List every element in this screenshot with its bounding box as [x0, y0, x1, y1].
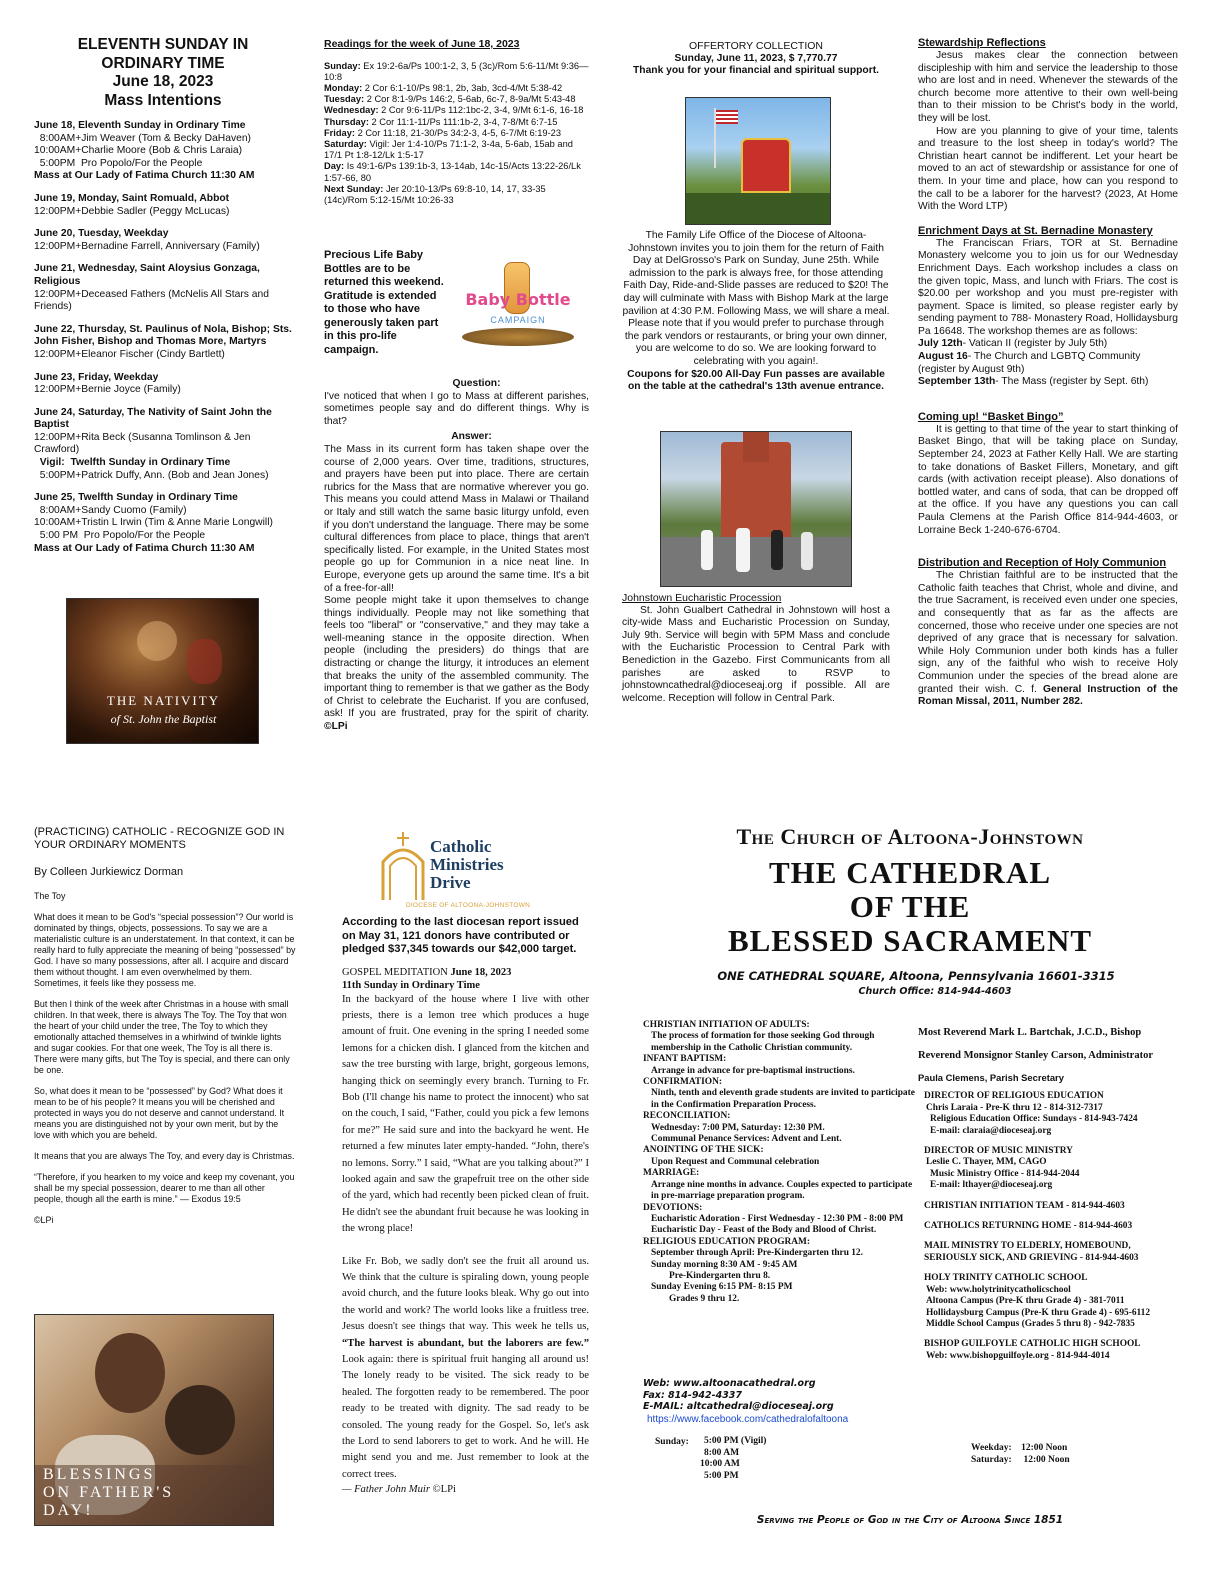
- sacrament-detail: Sunday morning 8:30 AM - 9:45 AM: [651, 1259, 798, 1270]
- article-credit: ©LPi: [34, 1214, 54, 1225]
- sunday-mass-times: [700, 1436, 800, 1482]
- sunday-time: 5:00 PM (Vigil): [704, 1436, 767, 1446]
- mass-entry-head: June 21, Wednesday, Saint Aloysius Gonzaga, Religious: [34, 263, 260, 287]
- enrichment-topic: - The Mass (register by Sept. 6th): [995, 376, 1149, 388]
- reading-text: 2 Cor 9:6-11/Ps 112:1bc-2, 3-4, 9/Mt 6:1-6, 16-18: [378, 105, 584, 116]
- directory-detail: Leslie C. Thayer, MM, CAGO: [926, 1157, 1047, 1168]
- bingo-title: Coming up! “Basket Bingo”: [918, 410, 1064, 423]
- directory-detail: Web: www.bishopguilfoyle.org - 814-944-4014: [926, 1350, 1110, 1361]
- communion-body: The Christian faithful are to be instructed that the Catholic faith teaches that Christ, whole and divine, and the true Sacrament, is received even under one species, and consequently that as far as the affects are concerned, those who receive under one species are not deprived of any grace that is necessary for salvation. While Holy Communion under both kinds has a fuller sign, any of the faithful who wish to receive Holy Communion under the species of the bread alone are granted their wish. C. f.: [918, 570, 1178, 695]
- cmd-logo-line3: Drive: [430, 873, 471, 892]
- faith-day-image: [685, 97, 831, 225]
- reading-text: 2 Cor 8:1-9/Ps 146:2, 5-6ab, 6c-7, 8-9a/Mt 5:43-48: [364, 94, 576, 105]
- gospel-signature: [342, 1483, 589, 1497]
- sunday-time: 5:00 PM: [704, 1470, 739, 1481]
- sacrament-detail: Eucharistic Day - Feast of the Body and Blood of Christ.: [651, 1225, 877, 1236]
- faith-day-section: [622, 230, 890, 394]
- sacrament-detail: September through April: Pre-Kindergarten thru 12.: [651, 1248, 863, 1259]
- reading-row: [324, 94, 589, 105]
- communion-citation: General Instruction of the Roman Missal, 2011, Number 282.: [918, 683, 1178, 708]
- mass-entry-head: June 23, Friday, Weekday: [34, 371, 159, 383]
- gospel-sub: 11th Sunday in Ordinary Time: [342, 979, 480, 991]
- directory-detail: Web: www.holytrinitycatholicschool: [926, 1284, 1071, 1295]
- communion-title: Distribution and Reception of Holy Communion: [918, 557, 1167, 570]
- fathers-day-line2: ON FATHER'S: [43, 1484, 175, 1501]
- nativity-caption-1: THE NATIVITY: [106, 693, 221, 708]
- directory-detail: E-mail: claraia@dioceseaj.org: [930, 1125, 1052, 1136]
- coins-icon: [462, 328, 574, 346]
- mass-entry: [34, 492, 292, 555]
- mass-intention: 5:00PM+Patrick Duffy, Ann. (Bob and Jean Jones): [34, 469, 269, 481]
- flag-icon: [716, 110, 738, 124]
- mass-entry-subhead: Vigil: Twelfth Sunday in Ordinary Time: [34, 457, 231, 469]
- reading-text: 2 Cor 6:1-10/Ps 98:1, 2b, 3ab, 3cd-4/Mt 5:38-42: [362, 83, 563, 93]
- nativity-image: [66, 598, 259, 744]
- gospel-credit: ©LPi: [429, 1484, 456, 1496]
- directory-heading: CATHOLICS RETURNING HOME - 814-944-4603: [924, 1221, 1133, 1232]
- enrichment-date: August 16: [918, 351, 968, 363]
- mass-entry-head: June 20, Tuesday, Weekday: [34, 228, 169, 240]
- reading-row: [324, 117, 589, 128]
- enrichment-date: September 13th: [918, 376, 996, 388]
- question-head: Question:: [452, 378, 501, 389]
- gospel-text-2a: Like Fr. Bob, we sadly don't see the fruit all around us. We think that the culture is spiraling down, young people avoid church, and the future looks bleak. Why go out into the world and work? The world looks like a fruitless tree. Jesus doesn't see things that way. This week he tells us,: [342, 1255, 589, 1333]
- directory-heading: HOLY TRINITY CATHOLIC SCHOOL: [924, 1273, 1088, 1284]
- baby-bottle-logo: [452, 262, 584, 348]
- mass-intentions-column: [34, 36, 292, 555]
- cathedral-title-line: THE CATHEDRAL: [769, 855, 1051, 890]
- church-arch-icon: [378, 832, 428, 902]
- readings-title: Readings for the week of June 18, 2023: [324, 38, 520, 50]
- sunday-label: Sunday:: [655, 1437, 689, 1447]
- sacrament-heading: CHRISTIAN INITIATION OF ADULTS:: [643, 1020, 810, 1030]
- reading-day: Next Sunday:: [324, 183, 384, 194]
- procession-section: [622, 592, 890, 705]
- sacrament-heading: RELIGIOUS EDUCATION PROGRAM:: [643, 1236, 811, 1247]
- church-name: The Church of Altoona-Johnstown: [736, 824, 1084, 849]
- directory-heading: DIRECTOR OF RELIGIOUS EDUCATION: [924, 1091, 1104, 1102]
- offertory-title: OFFERTORY COLLECTION: [688, 40, 823, 52]
- sunday-time: 8:00 AM: [704, 1447, 740, 1458]
- reading-row: [324, 83, 589, 94]
- baby-bottle-logo-line1: Baby Bottle: [465, 290, 571, 309]
- reading-row: [324, 128, 589, 139]
- mass-intention: 10:00AM+Charlie Moore (Bob & Chris Laraia): [34, 145, 243, 157]
- directory-detail: Middle School Campus (Grades 5 thru 8) - 942-7835: [926, 1318, 1135, 1329]
- mass-entry: [34, 324, 292, 362]
- gospel-quote: “The harvest is abundant, but the laborers are few.”: [342, 1337, 589, 1349]
- directory-heading: BISHOP GUILFOYLE CATHOLIC HIGH SCHOOL: [924, 1339, 1141, 1350]
- mass-intention: 8:00AM+Sandy Cuomo (Family): [34, 504, 187, 516]
- enrichment-title: Enrichment Days at St. Bernadine Monastery: [918, 224, 1153, 237]
- sacrament-heading: INFANT BAPTISM:: [643, 1054, 727, 1065]
- reading-day: Thursday:: [324, 116, 369, 127]
- sacrament-detail: Wednesday: 7:00 PM, Saturday: 12:30 PM.: [651, 1122, 825, 1133]
- mass-note: Mass at Our Lady of Fatima Church 11:30 AM: [34, 170, 255, 182]
- readings-list: [324, 61, 589, 207]
- gospel-head-label: GOSPEL MEDITATION: [342, 966, 448, 978]
- title-line: Mass Intentions: [104, 91, 222, 109]
- mass-intentions-list: [34, 120, 292, 555]
- answer-credit: ©LPi: [324, 721, 348, 733]
- reading-text: Is 49:1-6/Ps 139:1b-3, 13-14ab, 14c-15/Acts 13:22-26/Lk 1:57-66, 80: [324, 161, 581, 183]
- reading-day: Saturday:: [324, 139, 367, 150]
- facebook-link[interactable]: https://www.facebook.com/cathedralofaltoona: [647, 1413, 849, 1425]
- reading-row: [324, 61, 589, 83]
- reading-text: 2 Cor 11:1-11/Ps 111:1b-2, 3-4, 7-8/Mt 6:7-15: [368, 116, 558, 127]
- sacrament-heading: MARRIAGE:: [643, 1168, 700, 1179]
- article-subhead: The Toy: [34, 890, 66, 901]
- gospel-text-2b: Look again: there is spiritual fruit hanging all around us! The lonely ready to be visited. The sick ready to be healed. The forgotten ready to be remembered. The poor ready to be treated with dignity. The sad ready to be consoled. The young ready for the Gospel. So, let's ask the Lord to send laborers to get to work. And he will. He might send you and me. Just remember to look at the correct trees.: [342, 1354, 589, 1480]
- directory-detail: Music Ministry Office - 814-944-2044: [930, 1168, 1080, 1179]
- sunday-time: 10:00 AM: [700, 1459, 740, 1469]
- procession-image: [660, 431, 852, 587]
- directory-detail: Religious Education Office: Sundays - 814-943-7424: [930, 1114, 1138, 1125]
- mass-entry: [34, 372, 292, 397]
- answer-text-2-body: Some people might take it upon themselves to change things individually. People may not like something that feels too "liberal" or "conservative," and they may take a well-meaning stance in the opposite direction. When people (including the presiders) do things that are distracting or change the liturgy, it introduces an element that breaks the unity of the assembled community. The important thing to remember is that we gather as the Body of Christ to celebrate the Eucharist. If you are confused, ask! If you are frustrated, pray for the spirit of charity.: [324, 595, 589, 720]
- mass-intention: 12:00PM+Rita Beck (Susanna Tomlinson & Jen Crawford): [34, 431, 254, 456]
- enrichment-item: [918, 376, 1178, 389]
- reading-day: Monday:: [324, 83, 363, 93]
- fathers-day-line3: DAY!: [43, 1502, 94, 1519]
- sacrament-detail: Sunday Evening 6:15 PM- 8:15 PM: [651, 1282, 793, 1293]
- gospel-author: — Father John Muir: [342, 1484, 430, 1496]
- stewardship-text-1: Jesus makes clear the connection between discipleship with him and service the leadership to those who are lost and in need. Whenever the stewards of the church become more attentive to their own well-being than to their mission to be Christ's body in the world, they will be lost.: [918, 50, 1178, 124]
- gospel-text-2: [342, 1254, 589, 1484]
- article-paragraph: “Therefore, if you hearken to my voice and keep my covenant, you shall be my special possession, dearer to me than all other people, though all the earth is mine.” — Exodus 19:5: [34, 1171, 295, 1204]
- baby-bottle-text: Precious Life Baby Bottles are to be returned this weekend. Gratitude is extended to those who have generously taken part in this pro-life campaign.: [324, 249, 444, 356]
- cathedral-title-line: OF THE: [849, 889, 971, 924]
- answer-head: Answer:: [451, 431, 492, 443]
- weekday-mass-time: Weekday: 12:00 Noon: [971, 1443, 1068, 1453]
- title-line: June 18, 2023: [112, 73, 214, 90]
- faith-day-text: The Family Life Office of the Diocese of Altoona-Johnstown invites you to join them for the return of Faith Day at DelGrosso's Park on Sunday, June 25th. While admission to the park is always free, for those attending Faith Day, Ride-and-Slide passes are reduced to $20! The day will culminate with Mass with Bishop Mark at the large pavilion at 4:30 P.M. Following Mass, we will share a meal. Please note that if you would prefer to purchase through the park vendors or restaurants, or bring your own dinner, you are welcome to do so. We are looking forward to celebrating with you again!.: [622, 230, 890, 367]
- mass-intention: 10:00AM+Tristin L Irwin (Tim & Anne Marie Longwill): [34, 517, 273, 529]
- offertory-section: [622, 40, 890, 78]
- enrichment-item: [918, 338, 1178, 351]
- article-paragraph: What does it mean to be God's “special possession”? Our world is dominated by things, objects, possessions. To say we are a materialistic culture is an understatement. In that context, it can be really hard to fully appreciate the meaning of being “possessed” by God. I have so many possessions, after all. I acquire and discard them without thought. I am even overwhelmed by them. Sometimes, it feels like they possess me.: [34, 911, 296, 988]
- mass-intention: 12:00PM+Bernie Joyce (Family): [34, 384, 181, 396]
- title-line: ELEVENTH SUNDAY IN: [77, 36, 249, 53]
- answer-text-1: The Mass in its current form has taken shape over the course of 2,000 years. Over time, traditions, structures, and prayers have been put into place. There are certain rubrics for the Mass that are normative wherever you go. This means you could attend Mass in Malawi or Thailand or Italy and still watch the same basic liturgy unfold, even if you don't understand the language. There may be some cultural differences from place to place, things that aren't specifically listed. For example, in the United States most people go up for Communion in a nice neat line. In Europe, everyone gets up around the same time. It's a bit of a free-for-all!: [324, 443, 589, 594]
- gospel-head: [342, 966, 589, 979]
- reading-text: Ex 19:2-6a/Ps 100:1-2, 3, 5 (3c)/Rom 5:6-11/Mt 9:36—10:8: [324, 60, 589, 82]
- directory-heading: CHRISTIAN INITIATION TEAM - 814-944-4603: [924, 1200, 1125, 1211]
- mass-note: Mass at Our Lady of Fatima Church 11:30 AM: [34, 542, 255, 554]
- mass-entry: [34, 228, 292, 253]
- mass-entry: [34, 263, 292, 313]
- procession-text: St. John Gualbert Cathedral in Johnstown will host a city-wide Mass and Eucharistic Procession on Sunday, July 9th. Service will begin with 5PM Mass and conclude with the Eucharistic Procession to Central Park with Benediction in the Gazebo. First Communicants from all parishes are asked to RSVP to johnstowncathedral@dioceseaj.org if possible. All are welcome. Reception will follow in Central Park.: [622, 604, 890, 704]
- article-title: (PRACTICING) CATHOLIC - RECOGNIZE GOD IN YOUR ORDINARY MOMENTS: [34, 826, 285, 851]
- nativity-caption-2: of St. John the Baptist: [110, 712, 217, 726]
- article-paragraph: It means that you are always The Toy, and every day is Christmas.: [34, 1150, 295, 1161]
- stewardship-title: Stewardship Reflections: [918, 37, 1046, 49]
- readings-column: [324, 38, 589, 206]
- fax: Fax: 814-942-4337: [643, 1389, 743, 1401]
- sacrament-detail: Arrange in advance for pre-baptismal instructions.: [651, 1065, 855, 1076]
- mass-entry-head: June 19, Monday, Saint Romuald, Abbot: [34, 192, 230, 204]
- sacrament-detail: Grades 9 thru 12.: [669, 1293, 740, 1304]
- mass-entry-head: June 22, Thursday, St. Paulinus of Nola, Bishop; Sts. John Fisher, Bishop and Thomas More, Martyrs: [34, 323, 292, 348]
- mass-entry: [34, 120, 292, 183]
- sacrament-detail: Arrange nine months in advance. Couples expected to participate in pre-marriage preparation program.: [651, 1179, 913, 1202]
- enrichment-date: July 12th: [918, 338, 963, 350]
- directory-detail: E-mail: lthayer@dioceseaj.org: [930, 1180, 1053, 1191]
- catholic-ministries-drive-logo: [378, 832, 558, 912]
- directory-detail: Paula Clemens, Parish Secretary: [918, 1072, 1064, 1083]
- staff-directory: [918, 1026, 1180, 1362]
- contact-block: [643, 1378, 913, 1427]
- mass-intention: 5:00 PM Pro Popolo/For the People: [34, 530, 206, 542]
- title-line: ORDINARY TIME: [101, 54, 225, 72]
- article-paragraph: So, what does it mean to be “possessed” by God? What does it mean to be of his people? It means you will be cherished and protected in ways you do not deserve and cannot understand. It means you are distinguished not by your own merit, but by the love with which you are beheld.: [34, 1085, 285, 1140]
- mass-intention: 12:00PM+Bernadine Farrell, Anniversary (Family): [34, 240, 260, 252]
- enrichment-list: [918, 338, 1178, 388]
- mass-intention: 8:00AM+Jim Weaver (Tom & Becky DaHaven): [34, 132, 251, 144]
- reading-text: Vigil: Jer 1:4-10/Ps 71:1-2, 3-4a, 5-6ab, 15ab and 17/1 Pt 1:8-12/Lk 1:5-17: [324, 139, 573, 161]
- mass-intention: 12:00PM+Debbie Sadler (Peggy McLucas): [34, 205, 230, 217]
- sacrament-detail: Eucharistic Adoration - First Wednesday - 12:30 PM - 8:00 PM: [651, 1213, 904, 1224]
- mass-entry: [34, 193, 292, 218]
- sacrament-heading: ANOINTING OF THE SICK:: [643, 1145, 764, 1156]
- procession-title: Johnstown Eucharistic Procession: [622, 592, 782, 604]
- sacrament-heading: CONFIRMATION:: [643, 1077, 722, 1088]
- reading-day: Wednesday:: [324, 105, 379, 116]
- mass-intention: 12:00PM+Deceased Fathers (McNelis All Stars and Friends): [34, 288, 272, 313]
- cathedral-title: [640, 856, 1180, 958]
- reading-day: Day:: [324, 161, 345, 172]
- offertory-amount: Sunday, June 11, 2023, $ 7,770.77: [674, 52, 838, 64]
- directory-detail: Most Reverend Mark L. Bartchak, J.C.D., Bishop: [918, 1027, 1142, 1038]
- mass-intention: 5:00PM Pro Popolo/For the People: [34, 157, 203, 169]
- mass-entry: [34, 407, 292, 483]
- reading-row: [324, 161, 589, 183]
- sacrament-detail: The process of formation for those seeking God through membership in the Catholic Christian community.: [651, 1031, 875, 1053]
- reading-text: Jer 20:10-13/Ps 69:8-10, 14, 17, 33-35 (14c)/Rom 5:12-15/Mt 10:26-33: [324, 183, 546, 206]
- cmd-logo-line2: Ministries: [430, 855, 504, 874]
- reading-day: Tuesday:: [324, 94, 365, 105]
- article-paragraph: But then I think of the week after Christmas in a house with small children. In that week, there is always The Toy. The Toy that won the heart of your child under the tree, The Toy to which they emotionally attached themselves in a whirlwind of twinkle lights and sugar cookies. For that one week, The Toy is all there is. There were many gifts, but The Toy is special, and there can only be one.: [34, 998, 290, 1075]
- email[interactable]: E-MAIL: altcathedral@dioceseaj.org: [643, 1401, 834, 1412]
- sacraments-list: [643, 1020, 921, 1305]
- cathedral-title-line: BLESSED SACRAMENT: [727, 923, 1093, 958]
- article-body: [34, 912, 296, 1205]
- mass-entry-head: June 18, Eleventh Sunday in Ordinary Time: [34, 120, 246, 131]
- directory-heading: DIRECTOR OF MUSIC MINISTRY: [924, 1146, 1073, 1157]
- gospel-column: [342, 916, 589, 1497]
- cmd-logo-line1: Catholic: [430, 837, 492, 856]
- right-column: [918, 37, 1178, 709]
- bingo-text: It is getting to that time of the year to start thinking of Basket Bingo, that will be taking place on Sunday, September 24, 2023 at Father Kelly Hall. We are starting to take donations of Basket Fillers, Monetary, and gift cards (with activation receipt please). Also donations of bottled water, and cans of soda, that can be dropped off at the office. If you have any questions you can call Paula Clemens at the Parish Office 814-944-4603, or Lorraine Beck 1-240-676-6704.: [918, 423, 1178, 536]
- mass-entry-head: June 24, Saturday, The Nativity of Saint John the Baptist: [34, 406, 272, 431]
- article-author: By Colleen Jurkiewicz Dorman: [34, 866, 184, 878]
- saturday-mass-time: Saturday: 12:00 Noon: [971, 1455, 1070, 1465]
- reading-day: Sunday:: [324, 60, 361, 71]
- sacrament-detail: Pre-Kindergarten thru 8.: [669, 1270, 771, 1281]
- directory-detail: Altoona Campus (Pre-K thru Grade 4) - 381-7011: [926, 1296, 1125, 1307]
- mass-entry-head: June 25, Twelfth Sunday in Ordinary Time: [34, 492, 238, 504]
- reading-row: [324, 105, 589, 116]
- baby-bottle-logo-line2: CAMPAIGN: [490, 315, 546, 325]
- reading-text: 2 Cor 11:18, 21-30/Ps 34:2-3, 4-5, 6-7/Mt 6:19-23: [355, 127, 562, 138]
- sacrament-detail: Upon Request and Communal celebration: [651, 1156, 820, 1167]
- gospel-text-1: In the backyard of the house where I live with other priests, there is a lemon tree which produces a huge amount of fruit. One evening in the spring I needed some lemons for a chicken dish. I glanced from the kitchen and saw the tree bursting with large, bright, gorgeous lemons, hanging thick on seemingly every branch. Turning to Fr. Bob (I'll change his name to protect the innocent) who sat on the couch, I said, “Father, could you pick a few lemons for me?” He said sure and into the backyard he went. He returned a few minutes later empty-handed. “John, there's no lemons. Sorry.” I said, “What are you talking about?” I looked again and saw the grapefruit tree on the other side of the yard, which had recently been picked clean of fruit. He didn't see the abundant fruit because he was looking in the wrong place!: [342, 993, 589, 1235]
- sacrament-heading: DEVOTIONS:: [643, 1202, 703, 1213]
- reading-row: [324, 139, 589, 161]
- practicing-catholic-article: [34, 826, 296, 1226]
- church-office: Church Office: 814-944-4603: [858, 986, 1012, 997]
- fathers-day-line1: BLESSINGS: [43, 1466, 156, 1483]
- sacrament-detail: Communal Penance Services: Advent and Lent.: [651, 1134, 842, 1145]
- sacrament-heading: RECONCILIATION:: [643, 1111, 731, 1122]
- sacrament-detail: Ninth, tenth and eleventh grade students are invited to participate in the Confirmation Preparation Process.: [651, 1088, 915, 1110]
- enrichment-topic: - The Church and LGBTQ Community (register by August 9th): [918, 351, 1141, 375]
- directory-heading: MAIL MINISTRY TO ELDERLY, HOMEBOUND, SERIOUSLY SICK, AND GRIEVING - 814-944-4603: [924, 1241, 1139, 1263]
- fathers-day-image: [34, 1314, 274, 1526]
- question-answer-section: [324, 378, 589, 734]
- stewardship-text-2: How are you planning to give of your time, talents and treasure to the lost sheep in today's world? The Christian heart cannot be indifferent. Let your heart be moved to an act of stewardship or assistance for one of them. In your time and place, how can you respond to the call to be a laborer for the harvest? (2023, At Home With the Word LTP): [918, 125, 1178, 213]
- cmd-logo-line4: DIOCESE OF ALTOONA-JOHNSTOWN: [405, 902, 531, 909]
- offertory-thanks: Thank you for your financial and spiritual support.: [632, 65, 879, 77]
- question-text: I've noticed that when I go to Mass at different parishes, sometimes people say and do different things. Why is that?: [324, 390, 589, 427]
- faith-day-coupons: Coupons for $20.00 All-Day Fun passes are available on the table at the cathedral's 13th avenue entrance.: [627, 368, 885, 393]
- mass-intentions-title: [34, 36, 292, 110]
- reading-row: [324, 184, 589, 206]
- parish-address: ONE CATHEDRAL SQUARE, Altoona, Pennsylvania 16601-3315: [717, 969, 1115, 983]
- enrichment-item: [918, 351, 1178, 376]
- directory-detail: Hollidaysburg Campus (Pre-K thru Grade 4) - 695-6112: [926, 1307, 1151, 1318]
- enrichment-text: The Franciscan Friars, TOR at St. Bernadine Monastery welcome you to join us for our Wednesday Enrichment Days. Each workshop includes a class on the given topic, Mass, and lunch with Friars. The cost is $20.00 per workshop and you must pre-register with payment. Space is limited, so please register early by sending payment to 788- Monastery Road, Hollidaysburg Pa 16648. The workshop themes are as follows:: [918, 237, 1178, 337]
- mass-intention: 12:00PM+Eleanor Fischer (Cindy Bartlett): [34, 348, 225, 360]
- communion-text: [918, 570, 1178, 709]
- enrichment-topic: - Vatican II (register by July 5th): [962, 338, 1108, 350]
- answer-text-2: [324, 595, 589, 734]
- directory-detail: Reverend Monsignor Stanley Carson, Administrator: [918, 1050, 1153, 1061]
- website[interactable]: Web: www.altoonacathedral.org: [643, 1378, 816, 1389]
- footer-motto: Serving the People of God in the City of Altoona Since 1851: [756, 1514, 1064, 1526]
- gospel-date: June 18, 2023: [447, 966, 512, 978]
- cmd-text: According to the last diocesan report issued on May 31, 121 donors have contributed or pledged $37,345 towards our $42,000 target.: [342, 916, 579, 955]
- directory-detail: Chris Laraia - Pre-K thru 12 - 814-312-7317: [926, 1102, 1103, 1113]
- reading-day: Friday:: [324, 127, 355, 138]
